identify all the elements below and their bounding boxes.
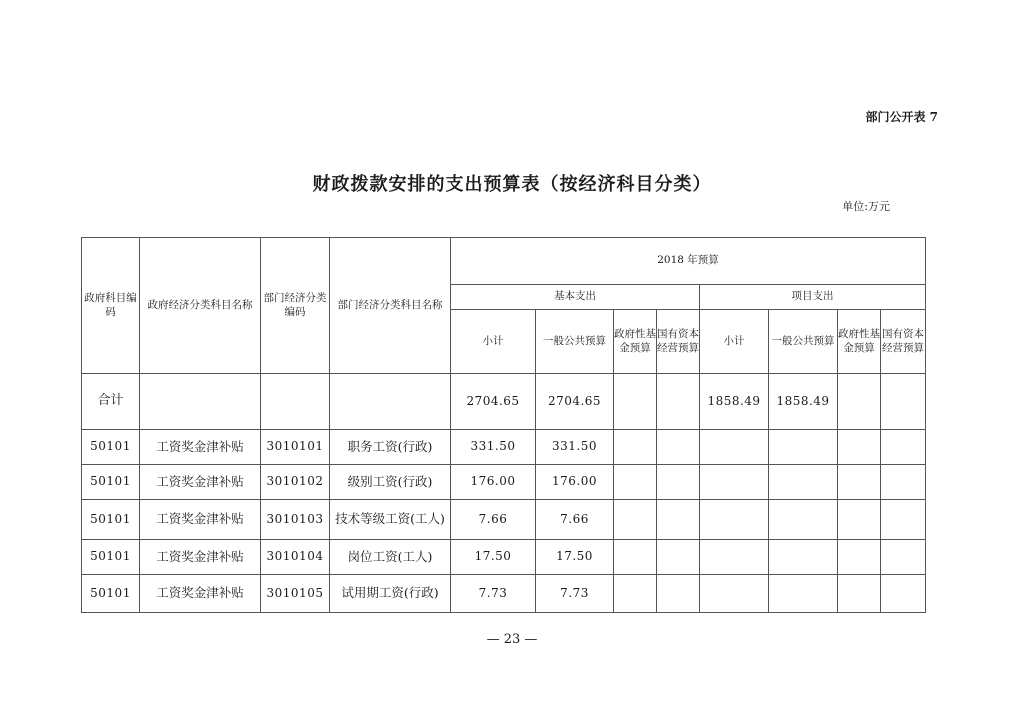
page-number: — 23 —: [486, 632, 538, 647]
header-gov-name: 政府经济分类科目名称: [140, 238, 261, 374]
row-dept-name: 岗位工资(工人): [330, 540, 451, 575]
row-gov-name: 工资奖金津补贴: [140, 540, 261, 575]
header-gov-code: 政府科目编码: [82, 238, 140, 374]
header-project-state-capital: 国有资本经营预算: [881, 310, 926, 374]
page-title: 财政拨款安排的支出预算表（按经济科目分类）: [312, 174, 712, 195]
header-year-budget: 2018 年预算: [451, 238, 926, 285]
header-basic: 基本支出: [451, 285, 700, 310]
row-basic-subtotal: 7.66: [451, 500, 536, 540]
row-basic-general: 7.66: [536, 500, 614, 540]
row-dept-name: 职务工资(行政): [330, 430, 451, 465]
row-dept-code: 3010102: [261, 465, 330, 500]
row-gov-code: 50101: [82, 500, 140, 540]
table-row: [82, 540, 926, 575]
header-dept-name: 部门经济分类科目名称: [330, 238, 451, 374]
total-basic-general: 2704.65: [536, 374, 614, 430]
unit-label: 单位:万元: [842, 200, 890, 213]
header-dept-code: 部门经济分类编码: [261, 238, 330, 374]
row-dept-name: 级别工资(行政): [330, 465, 451, 500]
table-row: [82, 430, 926, 465]
total-row: [82, 374, 926, 430]
header-basic-state-capital: 国有资本经营预算: [657, 310, 700, 374]
total-project-general: 1858.49: [769, 374, 838, 430]
header-project-subtotal: 小计: [700, 310, 769, 374]
row-basic-subtotal: 331.50: [451, 430, 536, 465]
header-basic-subtotal: 小计: [451, 310, 536, 374]
row-basic-general: 331.50: [536, 430, 614, 465]
table-row: [82, 500, 926, 540]
row-gov-code: 50101: [82, 540, 140, 575]
row-gov-code: 50101: [82, 465, 140, 500]
row-basic-subtotal: 17.50: [451, 540, 536, 575]
row-basic-general: 7.73: [536, 575, 614, 613]
budget-table: [81, 237, 926, 613]
row-dept-code: 3010103: [261, 500, 330, 540]
table-row: [82, 575, 926, 613]
header-project-fund: 政府性基金预算: [838, 310, 881, 374]
row-dept-name: 试用期工资(行政): [330, 575, 451, 613]
total-project-subtotal: 1858.49: [700, 374, 769, 430]
header-basic-fund: 政府性基金预算: [614, 310, 657, 374]
header-project-general: 一般公共预算: [769, 310, 838, 374]
row-basic-general: 176.00: [536, 465, 614, 500]
document-tag: 部门公开表 7: [865, 110, 938, 124]
row-dept-code: 3010101: [261, 430, 330, 465]
header-basic-general: 一般公共预算: [536, 310, 614, 374]
row-basic-general: 17.50: [536, 540, 614, 575]
header-project: 项目支出: [700, 285, 926, 310]
total-basic-subtotal: 2704.65: [451, 374, 536, 430]
row-gov-name: 工资奖金津补贴: [140, 500, 261, 540]
row-dept-code: 3010105: [261, 575, 330, 613]
row-gov-name: 工资奖金津补贴: [140, 465, 261, 500]
row-gov-code: 50101: [82, 430, 140, 465]
row-dept-code: 3010104: [261, 540, 330, 575]
row-gov-name: 工资奖金津补贴: [140, 430, 261, 465]
row-gov-code: 50101: [82, 575, 140, 613]
table-row: [82, 465, 926, 500]
row-basic-subtotal: 176.00: [451, 465, 536, 500]
row-basic-subtotal: 7.73: [451, 575, 536, 613]
total-label: 合计: [82, 374, 140, 430]
row-dept-name: 技术等级工资(工人): [330, 500, 451, 540]
row-gov-name: 工资奖金津补贴: [140, 575, 261, 613]
